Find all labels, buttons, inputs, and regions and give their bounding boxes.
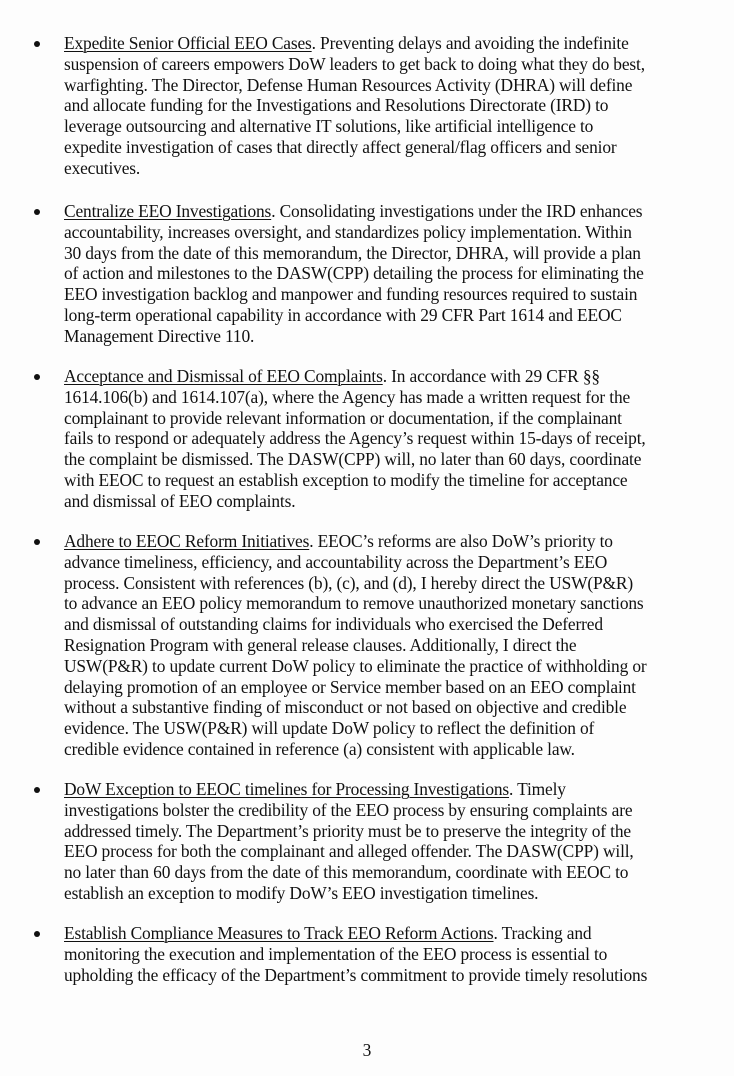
line-text: credible evidence contained in reference (a) consistent with applicable law. — [64, 738, 575, 759]
line-text: without a substantive finding of misconduct or not based on objective and credible — [64, 697, 627, 718]
first-line — [64, 201, 724, 222]
line-text: 30 days from the date of this memorandum, the Director, DHRA, will provide a plan — [64, 242, 641, 263]
line-text: and dismissal of outstanding claims for individuals who exercised the Deferred — [64, 614, 603, 635]
line-text: accountability, increases oversight, and standardizes policy implementation. Within — [64, 221, 632, 242]
section-heading: Adhere to EEOC Reform Initiatives — [64, 531, 310, 551]
first-line — [64, 779, 724, 800]
line-text: EEO process for both the complainant and alleged offender. The DASW(CPP) will, — [64, 841, 634, 862]
line-text: suspension of careers empowers DoW leaders to get back to doing what they do best, — [64, 53, 645, 74]
line-text: investigations bolster the credibility of the EEO process by ensuring complaints are — [64, 799, 633, 820]
bullet-icon — [34, 931, 40, 937]
first-line — [64, 33, 724, 54]
bullet-icon — [34, 41, 40, 47]
paragraph — [64, 33, 724, 179]
line-text: process. Consistent with references (b), (c), and (d), I hereby direct the USW(P&R) — [64, 572, 633, 593]
line-text: USW(P&R) to update current DoW policy to eliminate the practice of withholding or — [64, 655, 647, 676]
line-text: advance timeliness, efficiency, and accountability across the Department’s EEO — [64, 551, 608, 572]
line-text: and allocate funding for the Investigations and Resolutions Directorate (IRD) to — [64, 95, 609, 116]
line-text: . Consolidating investigations under the IRD enhances — [271, 201, 643, 221]
line-text: Resignation Program with general release clauses. Additionally, I direct the — [64, 634, 577, 655]
line-text: establish an exception to modify DoW’s EEO investigation timelines. — [64, 882, 539, 903]
line-text: . Timely — [509, 779, 566, 799]
line-text: . EEOC’s reforms are also DoW’s priority to — [309, 531, 613, 551]
bullet-icon — [34, 374, 40, 380]
line-text: addressed timely. The Department’s priority must be to preserve the integrity of the — [64, 820, 631, 841]
line-text: long-term operational capability in accordance with 29 CFR Part 1614 and EEOC — [64, 304, 622, 325]
section-heading: Expedite Senior Official EEO Cases — [64, 33, 312, 53]
line-text: executives. — [64, 157, 141, 178]
paragraph — [64, 201, 724, 347]
line-text: . Preventing delays and avoiding the indefinite — [311, 33, 629, 53]
paragraph — [64, 779, 724, 904]
line-text: expedite investigation of cases that directly affect general/flag officers and senior — [64, 136, 617, 157]
line-text: 1614.106(b) and 1614.107(a), where the Agency has made a written request for the — [64, 386, 631, 407]
line-text: upholding the efficacy of the Department’s commitment to provide timely resolutions — [64, 964, 648, 985]
section-heading: Acceptance and Dismissal of EEO Complaints — [64, 366, 383, 386]
line-text: leverage outsourcing and alternative IT solutions, like artificial intelligence to — [64, 116, 594, 137]
line-text: with EEOC to request an establish exception to modify the timeline for acceptance — [64, 469, 628, 490]
line-text: EEO investigation backlog and manpower and funding resources required to sustain — [64, 284, 638, 305]
line-text: monitoring the execution and implementation of the EEO process is essential to — [64, 943, 608, 964]
section-heading: DoW Exception to EEOC timelines for Processing Investigations — [64, 779, 510, 799]
line-text: . Tracking and — [493, 923, 592, 943]
paragraph — [64, 923, 724, 985]
section-heading: Centralize EEO Investigations — [64, 201, 272, 221]
line-text: of action and milestones to the DASW(CPP) detailing the process for eliminating the — [64, 263, 644, 284]
line-text: complainant to provide relevant information or documentation, if the complainant — [64, 407, 622, 428]
line-text: evidence. The USW(P&R) will update DoW policy to reflect the definition of — [64, 718, 595, 739]
paragraph — [64, 531, 724, 760]
paragraph — [64, 366, 724, 512]
page-number: 3 — [362, 1040, 372, 1060]
line-text: Management Directive 110. — [64, 325, 255, 346]
bullet-icon — [34, 787, 40, 793]
line-text: fails to respond or adequately address the Agency’s request within 15-days of receipt, — [64, 428, 646, 449]
bullet-icon — [34, 539, 40, 545]
line-text: no later than 60 days from the date of this memorandum, coordinate with EEOC to — [64, 862, 629, 883]
section-heading: Establish Compliance Measures to Track EEO Reform Actions — [64, 923, 494, 943]
first-line — [64, 923, 724, 944]
bullet-icon — [34, 209, 40, 215]
line-text: the complaint be dismissed. The DASW(CPP) will, no later than 60 days, coordinate — [64, 449, 642, 470]
first-line — [64, 366, 724, 387]
line-text: delaying promotion of an employee or Service member based on an EEO complaint — [64, 676, 636, 697]
line-text: warfighting. The Director, Defense Human Resources Activity (DHRA) will define — [64, 74, 633, 95]
first-line — [64, 531, 724, 552]
line-text: to advance an EEO policy memorandum to remove unauthorized monetary sanctions — [64, 593, 644, 614]
line-text: . In accordance with 29 CFR §§ — [382, 366, 600, 386]
line-text: and dismissal of EEO complaints. — [64, 490, 296, 511]
